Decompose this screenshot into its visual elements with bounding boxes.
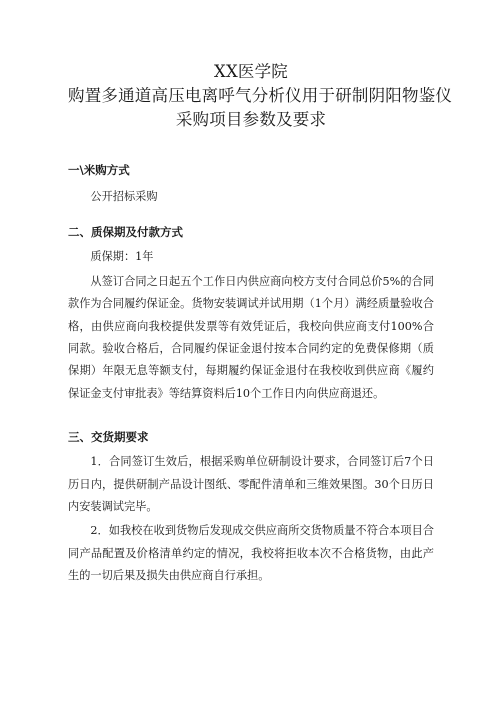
paragraph: 从签订合同之日起五个工作日内供应商向校方支付合同总价5%的合同款作为合同履约保证金。货物安装调试并试用期（1个月）满经质量验收合格，由供应商向我校提供发票等有效凭证后，我校向供应商支付100%合同款。验收合格后，合同履约保证金退付按本合同约定的免费保修期（质保期）年限无息等额支付，每期履约保证金退付在我校收到供应商《履约保证金支付审批表》等结算资料后10个工作日内向供应商退还。	[68, 274, 434, 400]
document-title	[68, 60, 453, 132]
section-heading: 三、交货期要求	[68, 430, 149, 445]
section-warranty-payment	[68, 224, 434, 405]
title-institution: XX医学院	[214, 62, 288, 81]
title-project: 购置多通道高压电离呼气分析仪用于研制阴阳物鉴仪	[68, 86, 453, 105]
section-delivery	[68, 429, 434, 587]
paragraph: 公开招标采购	[90, 190, 158, 203]
section-heading: 二、质保期及付款方式	[68, 225, 183, 240]
paragraph: 2．如我校在收到货物后发现成交供应商所交货物质量不符合本项目合同产品配置及价格清单约定的情况，我校将拒收本次不合格货物，由此产生的一切后果及损失由供应商自行承担。	[68, 524, 434, 583]
section-heading: 一\米购方式	[68, 163, 130, 177]
paragraph: 质保期：1年	[90, 250, 154, 264]
title-subtitle: 采购项目参数及要求	[175, 110, 327, 129]
paragraph: 1．合同签订生效后，根据采购单位研制设计要求，合同签订后7个日历日内，提供研制产品设计图纸、零配件清单和三维效果图。30个日历日内安装调试完毕。	[68, 455, 434, 514]
section-procurement-method	[68, 162, 434, 208]
